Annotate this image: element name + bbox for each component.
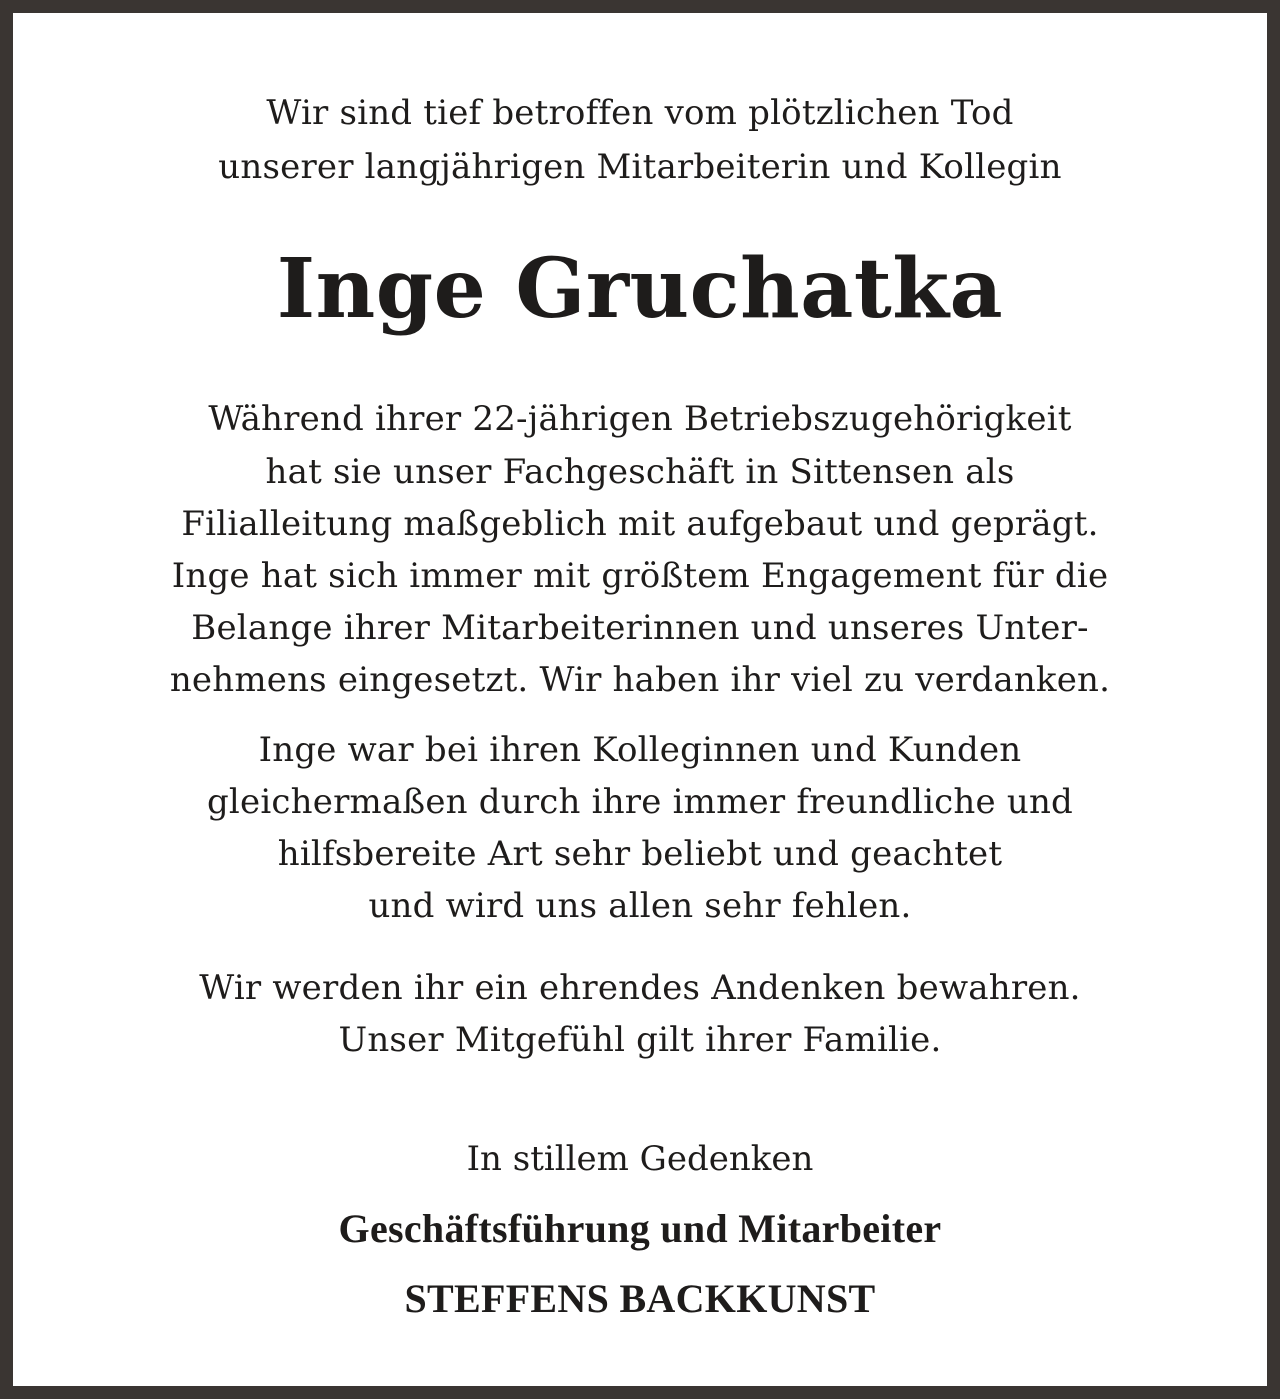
paragraph-1-line-4: Inge hat sich immer mit größtem Engagement für die (171, 556, 1109, 596)
closing-phrase: In stillem Gedenken (466, 1139, 814, 1179)
paragraph-3-line-2: Unser Mitgefühl gilt ihrer Familie. (338, 1020, 942, 1060)
paragraph-1-line-1: Während ihrer 22-jährigen Betriebszugehörigkeit (208, 399, 1072, 439)
paragraph-2-line-3: hilfsbereite Art sehr beliebt und geachtet (277, 834, 1003, 874)
intro-line-2: unserer langjährigen Mitarbeiterin und Kollegin (218, 147, 1062, 187)
intro-line-1: Wir sind tief betroffen vom plötzlichen Tod (266, 93, 1014, 133)
signer-line-1: Geschäftsführung und Mitarbeiter (338, 1206, 942, 1251)
paragraph-2-line-2: gleichermaßen durch ihre immer freundliche und (206, 782, 1074, 822)
paragraph-1-line-6: nehmens eingesetzt. Wir haben ihr viel zu verdanken. (169, 660, 1111, 700)
paragraph-2-line-4: und wird uns allen sehr fehlen. (368, 886, 912, 926)
paragraph-1-line-2: hat sie unser Fachgeschäft in Sittensen als (265, 452, 1015, 492)
paragraph-1-line-3: Filialleitung maßgeblich mit aufgebaut und geprägt. (181, 504, 1099, 544)
signer-company: STEFFENS BACKKUNST (404, 1276, 876, 1321)
paragraph-1-line-5: Belange ihrer Mitarbeiterinnen und unseres Unter- (191, 608, 1089, 648)
paragraph-2-line-1: Inge war bei ihren Kolleginnen und Kunden (258, 730, 1022, 770)
paragraph-3-line-1: Wir werden ihr ein ehrendes Andenken bewahren. (199, 968, 1081, 1008)
deceased-name: Inge Gruchatka (276, 241, 1004, 337)
